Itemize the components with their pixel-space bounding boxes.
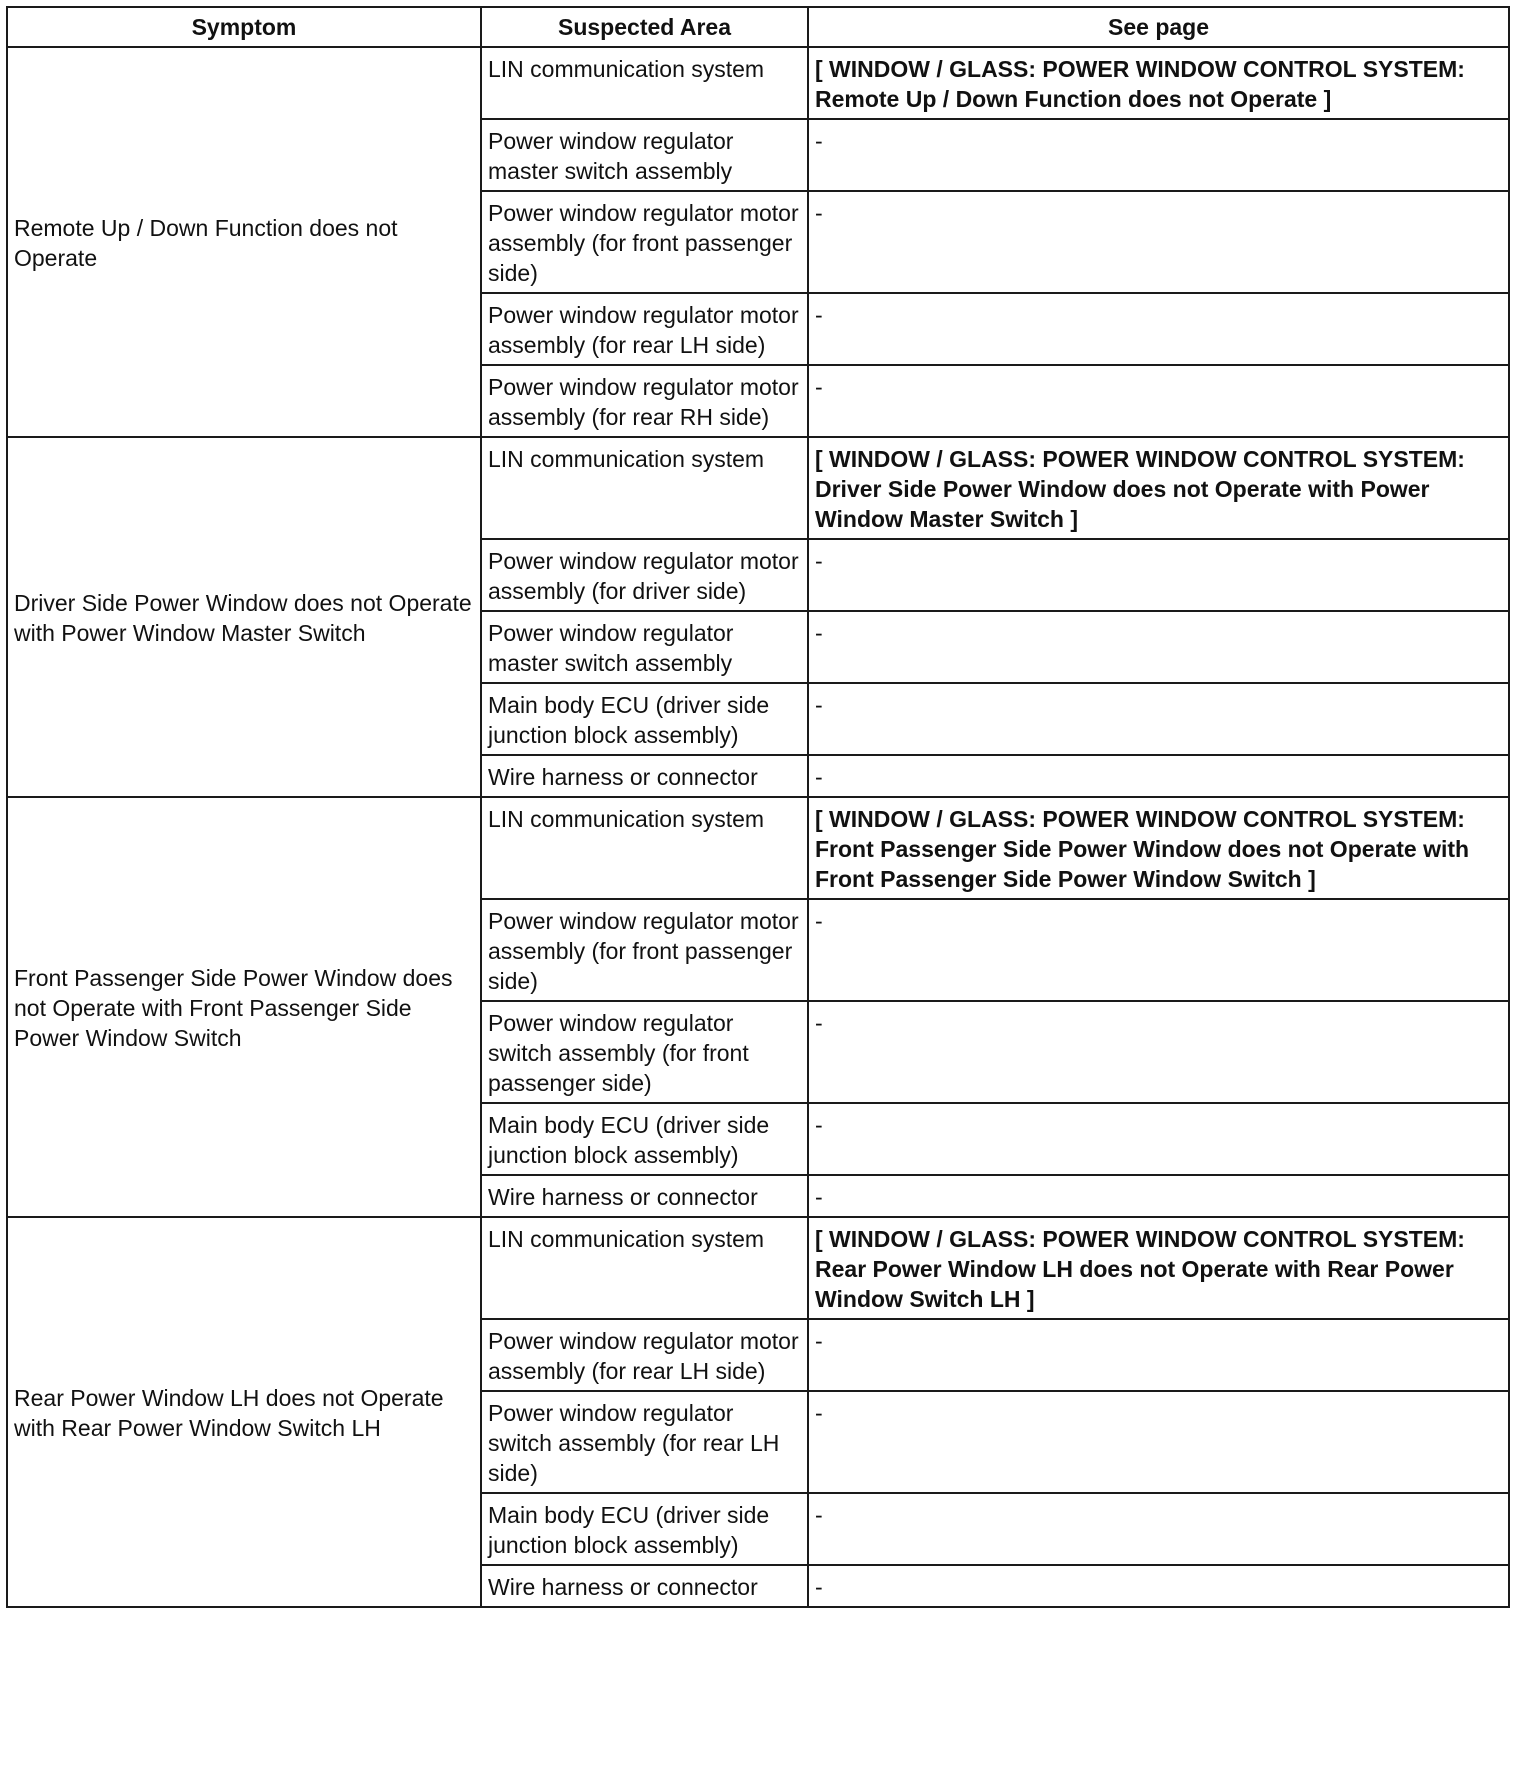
see-page-cell: -	[808, 1493, 1509, 1565]
see-page-cell: -	[808, 293, 1509, 365]
suspected-area-cell: Main body ECU (driver side junction block assembly)	[481, 1493, 808, 1565]
see-page-cell: -	[808, 1319, 1509, 1391]
suspected-area-cell: LIN communication system	[481, 1217, 808, 1319]
see-page-cell: -	[808, 1391, 1509, 1493]
see-page-cell: -	[808, 683, 1509, 755]
see-page-cell: -	[808, 755, 1509, 797]
see-page-cell: -	[808, 119, 1509, 191]
see-page-cell: -	[808, 899, 1509, 1001]
suspected-area-cell: LIN communication system	[481, 797, 808, 899]
see-page-cell: -	[808, 611, 1509, 683]
see-page-cell: -	[808, 539, 1509, 611]
suspected-area-cell: Wire harness or connector	[481, 1565, 808, 1607]
see-page-cell: -	[808, 365, 1509, 437]
suspected-area-cell: Wire harness or connector	[481, 1175, 808, 1217]
symptom-cell: Remote Up / Down Function does not Operate	[7, 47, 481, 437]
suspected-area-cell: Main body ECU (driver side junction block assembly)	[481, 683, 808, 755]
symptom-cell: Driver Side Power Window does not Operate with Power Window Master Switch	[7, 437, 481, 797]
suspected-area-cell: Power window regulator motor assembly (for rear LH side)	[481, 1319, 808, 1391]
table-row	[7, 797, 1509, 899]
see-page-cell: -	[808, 1565, 1509, 1607]
see-page-link[interactable]: [ WINDOW / GLASS: POWER WINDOW CONTROL SYSTEM: Rear Power Window LH does not Operate with Rear Power Window Switch LH ]	[808, 1217, 1509, 1319]
suspected-area-cell: Main body ECU (driver side junction block assembly)	[481, 1103, 808, 1175]
symptom-cell: Front Passenger Side Power Window does not Operate with Front Passenger Side Power Window Switch	[7, 797, 481, 1217]
header-suspected-area: Suspected Area	[481, 7, 808, 47]
see-page-cell: -	[808, 191, 1509, 293]
header-row	[7, 7, 1509, 47]
suspected-area-cell: Power window regulator master switch assembly	[481, 611, 808, 683]
header-symptom: Symptom	[7, 7, 481, 47]
suspected-area-cell: Power window regulator master switch assembly	[481, 119, 808, 191]
symptom-cell: Rear Power Window LH does not Operate with Rear Power Window Switch LH	[7, 1217, 481, 1607]
see-page-link[interactable]: [ WINDOW / GLASS: POWER WINDOW CONTROL SYSTEM: Remote Up / Down Function does not Operate ]	[808, 47, 1509, 119]
see-page-cell: -	[808, 1001, 1509, 1103]
table-row	[7, 1217, 1509, 1319]
suspected-area-cell: LIN communication system	[481, 47, 808, 119]
suspected-area-cell: Power window regulator motor assembly (for front passenger side)	[481, 191, 808, 293]
suspected-area-cell: Power window regulator switch assembly (for rear LH side)	[481, 1391, 808, 1493]
suspected-area-cell: Power window regulator motor assembly (for front passenger side)	[481, 899, 808, 1001]
header-see-page: See page	[808, 7, 1509, 47]
see-page-link[interactable]: [ WINDOW / GLASS: POWER WINDOW CONTROL SYSTEM: Driver Side Power Window does not Operate with Power Window Master Switch ]	[808, 437, 1509, 539]
suspected-area-cell: Wire harness or connector	[481, 755, 808, 797]
suspected-area-cell: Power window regulator motor assembly (for rear RH side)	[481, 365, 808, 437]
see-page-cell: -	[808, 1103, 1509, 1175]
table-row	[7, 437, 1509, 539]
see-page-cell: -	[808, 1175, 1509, 1217]
table-row	[7, 47, 1509, 119]
suspected-area-cell: Power window regulator motor assembly (for driver side)	[481, 539, 808, 611]
troubleshooting-table	[6, 6, 1510, 1608]
suspected-area-cell: LIN communication system	[481, 437, 808, 539]
suspected-area-cell: Power window regulator switch assembly (for front passenger side)	[481, 1001, 808, 1103]
suspected-area-cell: Power window regulator motor assembly (for rear LH side)	[481, 293, 808, 365]
see-page-link[interactable]: [ WINDOW / GLASS: POWER WINDOW CONTROL SYSTEM: Front Passenger Side Power Window does not Operate with Front Passenger Side Power Window Switch ]	[808, 797, 1509, 899]
